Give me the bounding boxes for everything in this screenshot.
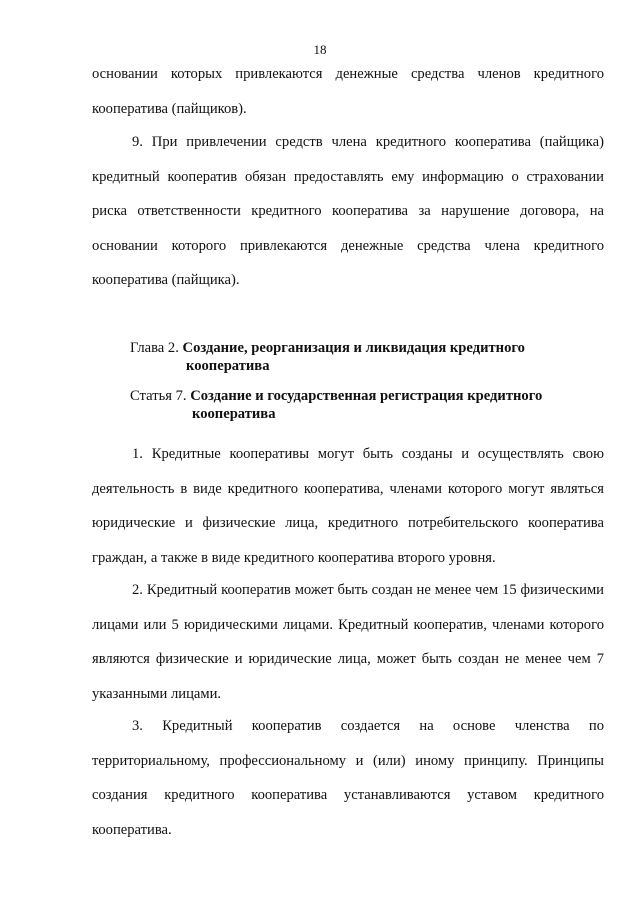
- chapter-heading: [130, 339, 590, 375]
- chapter-label: Глава 2.: [130, 340, 179, 356]
- paragraph-item-3: 3. Кредитный кооператив создается на основе членства по территориальному, профессиональному и (или) иному принципу. Принципы создания кредитного кооператива устанавливаются уставом кредитного кооператива.: [92, 718, 604, 838]
- chapter-title-continuation: кооператива: [186, 358, 270, 374]
- article-title: Создание и государственная регистрация кредитного: [190, 388, 543, 404]
- page-number: 18: [313, 42, 327, 57]
- article-label: Статья 7.: [130, 388, 187, 404]
- paragraph-item-2: 2. Кредитный кооператив может быть создан не менее чем 15 физическими лицами или 5 юридическими лицами. Кредитный кооператив, членами которого являются физические и юридические лица, может быть создан не менее чем 7 указанными лицами.: [92, 582, 604, 702]
- article-heading: [130, 387, 590, 423]
- paragraph-continuation: основании которых привлекаются денежные средства членов кредитного кооператива (пайщиков).: [92, 66, 604, 117]
- paragraph-item-1: 1. Кредитные кооперативы могут быть созданы и осуществлять свою деятельность в виде кредитного кооператива, членами которого могут являться юридические и физические лица, кредитного потребительского кооператива граждан, а также в виде кредитного кооператива второго уровня.: [92, 446, 604, 566]
- chapter-title: Создание, реорганизация и ликвидация кредитного: [182, 340, 525, 356]
- paragraph-item-9: 9. При привлечении средств члена кредитного кооператива (пайщика) кредитный кооператив обязан предоставлять ему информацию о страховании риска ответственности кредитного кооператива за нарушение договора, на основании которого привлекаются денежные средства члена кредитного кооператива (пайщика).: [92, 134, 604, 288]
- article-title-continuation: кооператива: [192, 406, 276, 422]
